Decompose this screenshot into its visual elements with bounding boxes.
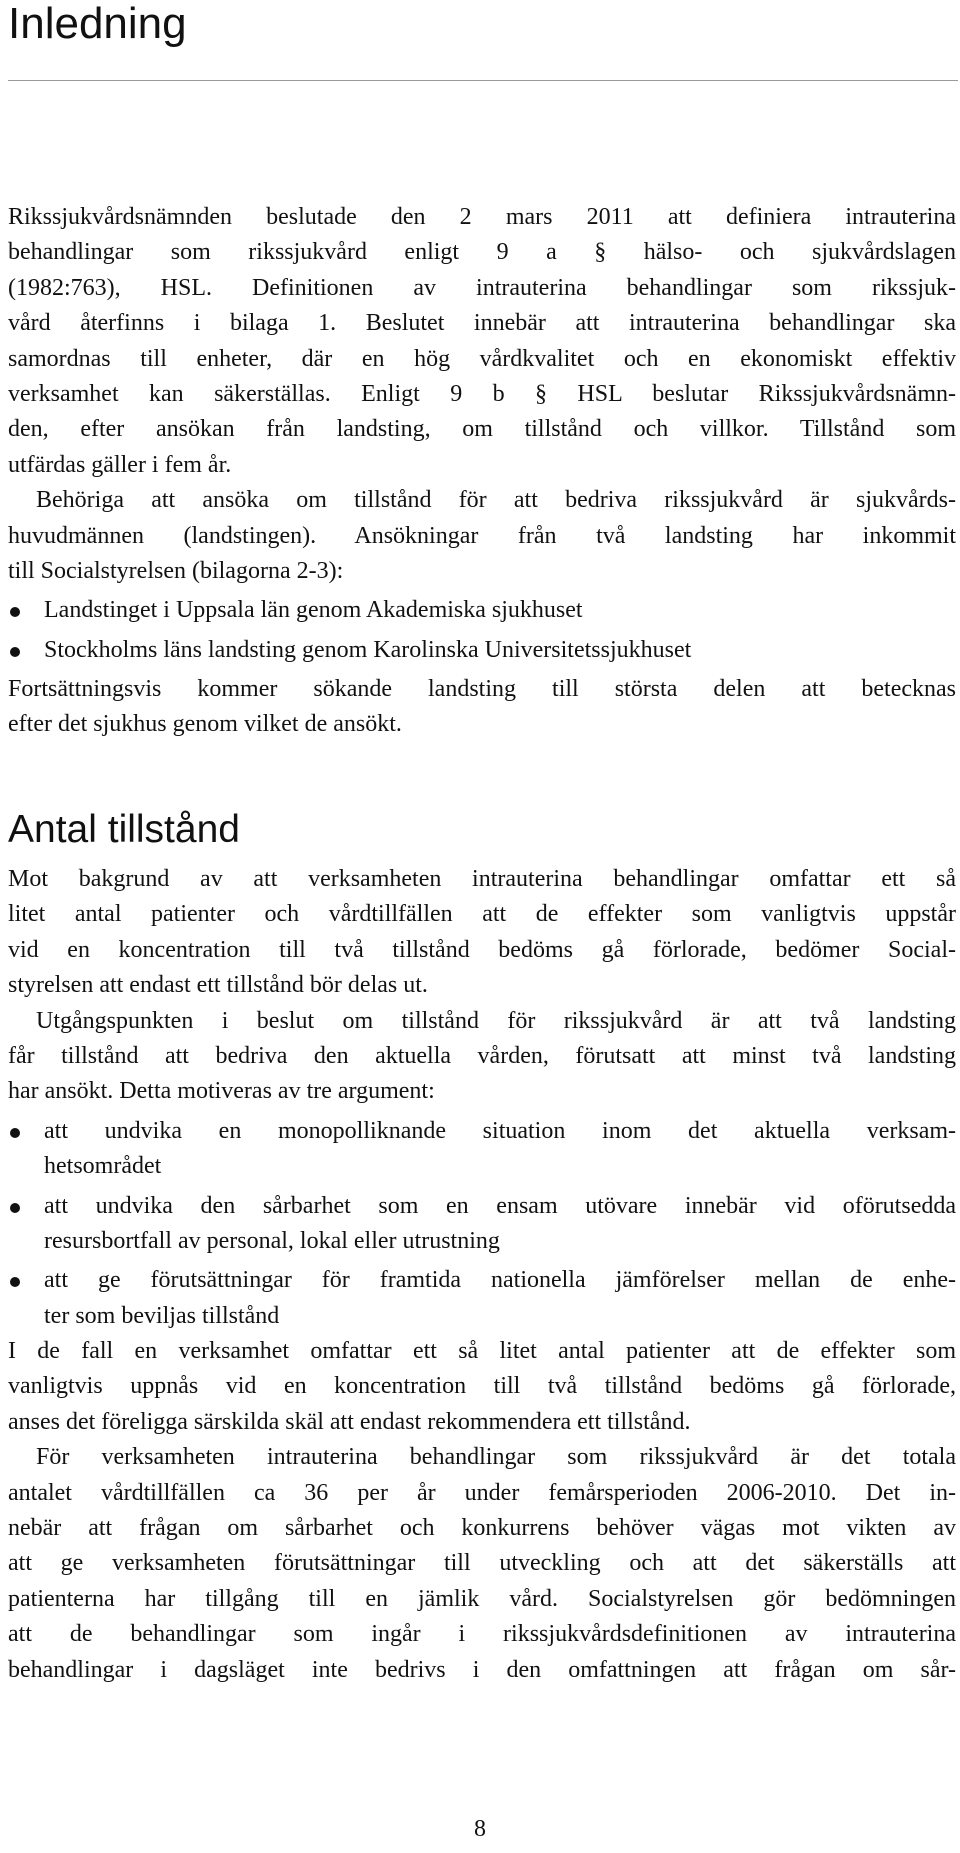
list-item-text: att ge förutsättningar för framtida nationella jämförelser mellan de enhe- [44, 1267, 956, 1294]
list-item [8, 1263, 956, 1334]
text-line: anses det föreligga särskilda skäl att endast rekommendera ett tillstånd. [8, 1408, 691, 1435]
text-line: Mot bakgrund av att verksamheten intrauterina behandlingar omfattar ett så [8, 866, 956, 892]
text-line: patienterna har tillgång till en jämlik vård. Socialstyrelsen gör bedömningen [8, 1585, 956, 1612]
text-line: behandlingar i dagsläget inte bedrivs i den omfattningen att frågan om sår- [8, 1656, 956, 1683]
list-item [8, 1189, 956, 1260]
list-item-text: resursbortfall av personal, lokal eller utrustning [44, 1227, 500, 1254]
heading-rule [8, 80, 958, 81]
intro-paragraph-1 [8, 200, 956, 483]
list-item [8, 593, 956, 628]
text-line: den, efter ansökan från landsting, om tillstånd och villkor. Tillstånd som [8, 416, 956, 443]
text-line: Behöriga att ansöka om tillstånd för att bedriva rikssjukvård är sjukvårds- [36, 487, 956, 514]
text-line: till Socialstyrelsen (bilagorna 2-3): [8, 557, 344, 584]
heading-antal-tillstand: Antal tillstånd [8, 808, 240, 851]
text-line: får tillstånd att bedriva den aktuella vården, förutsatt att minst två landsting [8, 1042, 956, 1069]
list-item-text: Landstinget i Uppsala län genom Akademiska sjukhuset [44, 597, 583, 624]
bullet-icon [10, 1203, 20, 1213]
text-line: Rikssjukvårdsnämnden beslutade den 2 mars 2011 att definiera intrauterina [8, 204, 956, 230]
intro-bullet-list [8, 593, 956, 668]
bullet-icon [10, 1128, 20, 1138]
text-line: nebär att frågan om sårbarhet och konkurrens behöver vägas mot vikten av [8, 1515, 956, 1542]
list-item [8, 1114, 956, 1185]
antal-paragraph-2 [8, 1004, 956, 1110]
antal-paragraph-4 [8, 1440, 956, 1688]
bullet-icon [10, 647, 20, 657]
text-line: litet antal patienter och vårdtillfällen att de effekter som vanligtvis uppstår [8, 901, 956, 928]
text-line: huvudmännen (landstingen). Ansökningar från två landsting har inkommit [8, 522, 956, 549]
text-line: styrelsen att endast ett tillstånd bör delas ut. [8, 972, 428, 999]
text-line: har ansökt. Detta motiveras av tre argument: [8, 1078, 435, 1105]
text-line: utfärdas gäller i fem år. [8, 451, 232, 478]
text-line: antalet vårdtillfällen ca 36 per år under femårsperioden 2006-2010. Det in- [8, 1479, 956, 1506]
list-item-text: att undvika en monopolliknande situation inom det aktuella verksam- [44, 1117, 956, 1144]
intro-paragraph-3 [8, 672, 956, 743]
text-line: att de behandlingar som ingår i rikssjukvårdsdefinitionen av intrauterina [8, 1621, 956, 1648]
intro-paragraph-2 [8, 483, 956, 589]
text-line: efter det sjukhus genom vilket de ansökt. [8, 711, 402, 738]
text-line: vid en koncentration till två tillstånd bedöms gå förlorade, bedömer Social- [8, 936, 956, 963]
text-line: För verksamheten intrauterina behandlingar som rikssjukvård är det totala [36, 1444, 956, 1471]
text-line: I de fall en verksamhet omfattar ett så litet antal patienter att de effekter som [8, 1338, 956, 1365]
text-line: vanligtvis uppnås vid en koncentration till två tillstånd bedöms gå förlorade, [8, 1373, 956, 1400]
bullet-icon [10, 607, 20, 617]
text-line: att ge verksamheten förutsättningar till utveckling och att det säkerställs att [8, 1550, 956, 1577]
text-line: Utgångspunkten i beslut om tillstånd för rikssjukvård är att två landsting [36, 1007, 956, 1034]
text-line: (1982:763), HSL. Definitionen av intrauterina behandlingar som rikssjuk- [8, 274, 956, 301]
antal-paragraph-3 [8, 1334, 956, 1440]
antal-section [8, 862, 956, 1688]
text-line: vård återfinns i bilaga 1. Beslutet innebär att intrauterina behandlingar ska [8, 310, 956, 337]
list-item-text: hetsområdet [44, 1153, 162, 1180]
antal-bullet-list [8, 1114, 956, 1334]
antal-paragraph-1 [8, 862, 956, 1004]
text-line: Fortsättningsvis kommer sökande landsting till största delen att betecknas [8, 676, 956, 703]
page-number: 8 [474, 1816, 486, 1842]
list-item-text: att undvika den sårbarhet som en ensam utövare innebär vid oförutsedda [44, 1192, 956, 1219]
text-line: behandlingar som rikssjukvård enligt 9 a § hälso- och sjukvårdslagen [8, 239, 956, 266]
text-line: samordnas till enheter, där en hög vårdkvalitet och en ekonomiskt effektiv [8, 345, 956, 372]
list-item-text: Stockholms läns landsting genom Karolinska Universitetssjukhuset [44, 636, 692, 663]
list-item [8, 633, 956, 668]
intro-section [8, 200, 956, 743]
heading-inledning: Inledning [8, 0, 187, 48]
list-item-text: ter som beviljas tillstånd [44, 1302, 280, 1329]
bullet-icon [10, 1277, 20, 1287]
text-line: verksamhet kan säkerställas. Enligt 9 b § HSL beslutar Rikssjukvårdsnämn- [8, 380, 956, 407]
